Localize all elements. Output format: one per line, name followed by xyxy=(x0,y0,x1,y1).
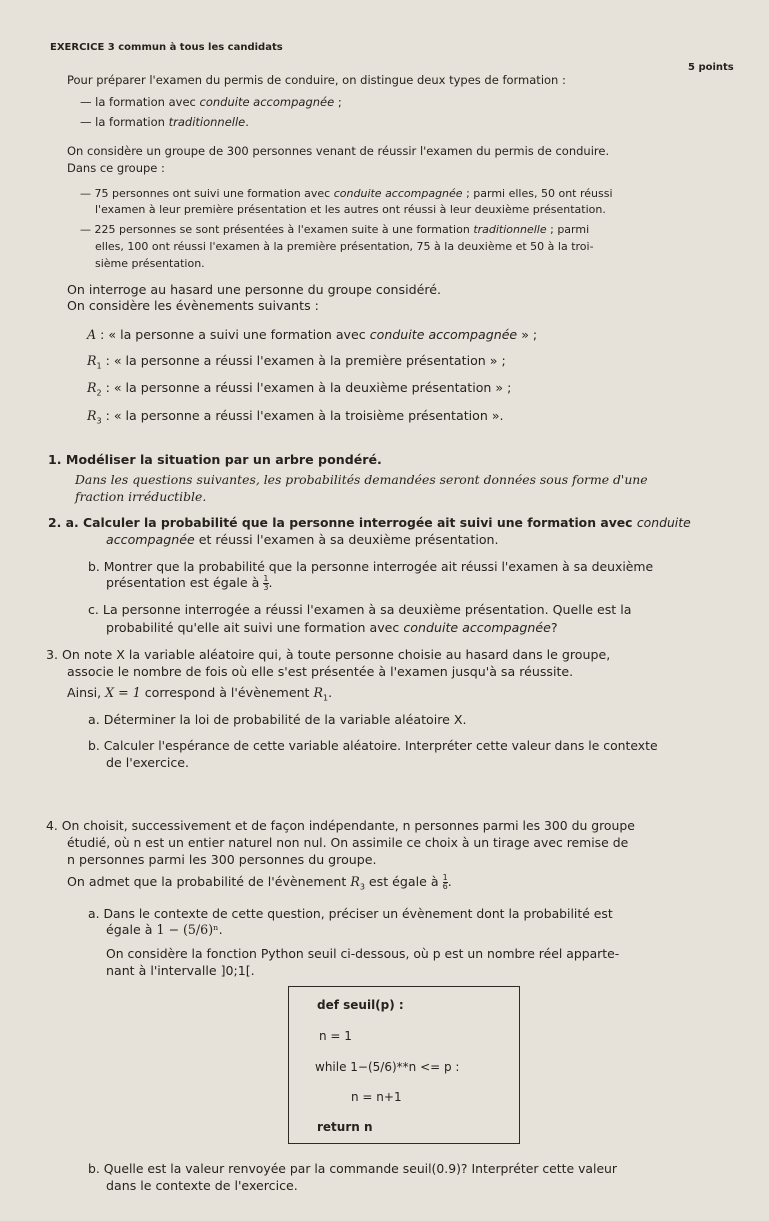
question-4a-line-1: a. Dans le contexte de cette question, préciser un évènement dont la probabilité est xyxy=(88,906,613,921)
group-item-2-line-2: elles, 100 ont réussi l'examen à la première présentation, 75 à la deuxième et 50 à la troi- xyxy=(95,240,594,253)
question-4-line-2: étudié, où n est un entier naturel non nul. On assimile ce choix à un tirage avec remise de xyxy=(67,835,629,850)
question-2a-line-2: accompagnée et réussi l'examen à sa deuxième présentation. xyxy=(106,532,499,547)
group-line-1: On considère un groupe de 300 personnes venant de réussir l'examen du permis de conduire. xyxy=(67,144,610,158)
points-label: 5 points xyxy=(688,62,734,73)
question-2c-line-1: c. La personne interrogée a réussi l'examen à sa deuxième présentation. Quelle est la xyxy=(88,602,632,617)
question-3-line-3: Ainsi, X = 1 correspond à l'évènement $R_1$. xyxy=(67,685,333,703)
event-A: A : « la personne a suivi une formation avec conduite accompagnée » ; xyxy=(87,327,538,342)
event-R2: $R_2$ : « la personne a réussi l'examen à la deuxième présentation » ; xyxy=(87,380,512,398)
code-line-def: def seuil(p) : xyxy=(317,998,404,1012)
question-4a-line-3: On considère la fonction Python seuil ci-dessous, où p est un nombre réel apparte- xyxy=(106,946,620,961)
code-line-increment: n = n+1 xyxy=(351,1090,402,1104)
question-1-note-line-1: Dans les questions suivantes, les probabilités demandées seront données sous forme d'une xyxy=(75,472,648,487)
question-2b-line-1: b. Montrer que la probabilité que la personne interrogée ait réussi l'examen à sa deuxième xyxy=(88,559,654,574)
fraction-one-third: $\frac{1}{3}$ xyxy=(263,574,269,592)
intro-bullet-1: — la formation avec conduite accompagnée ; xyxy=(80,95,342,109)
question-2b-line-2: présentation est égale à $\frac{1}{3}$ . xyxy=(106,574,273,592)
code-line-init: n = 1 xyxy=(319,1029,352,1043)
question-4b-line-1: b. Quelle est la valeur renvoyée par la commande seuil(0.9)? Interpréter cette valeur xyxy=(88,1161,618,1176)
group-item-1-line-2: l'examen à leur première présentation et les autres ont réussi à leur deuxième présentation. xyxy=(95,203,606,216)
random-choice-line: On interroge au hasard une personne du groupe considéré. xyxy=(67,282,441,297)
question-4-line-1: 4. On choisit, successivement et de façon indépendante, n personnes parmi les 300 du groupe xyxy=(46,818,635,833)
group-item-2-line-1: — 225 personnes se sont présentées à l'examen suite à une formation traditionnelle ; parmi xyxy=(80,223,590,236)
question-3b-line-2: de l'exercice. xyxy=(106,755,190,770)
intro-line: Pour préparer l'examen du permis de conduire, on distingue deux types de formation : xyxy=(67,73,566,87)
fraction-one-sixth: $\frac{1}{6}$ xyxy=(442,873,448,891)
question-4-line-3: n personnes parmi les 300 personnes du groupe. xyxy=(67,852,377,867)
question-4b-line-2: dans le contexte de l'exercice. xyxy=(106,1178,298,1193)
group-item-1-line-1: — 75 personnes ont suivi une formation avec conduite accompagnée ; parmi elles, 50 ont réussi xyxy=(80,187,613,200)
code-line-while: while 1−(5/6)**n <= p : xyxy=(315,1060,460,1074)
python-code-box xyxy=(288,986,520,1144)
question-3-line-1: 3. On note X la variable aléatoire qui, à toute personne choisie au hasard dans le groupe, xyxy=(46,647,611,662)
intro-bullet-2: — la formation traditionnelle. xyxy=(80,115,249,129)
question-2c-line-2: probabilité qu'elle ait suivi une formation avec conduite accompagnée? xyxy=(106,620,558,635)
question-4-line-4: On admet que la probabilité de l'évènement $R_3$ est égale à $\frac{1}{6}$ . xyxy=(67,873,452,892)
question-1: 1. Modéliser la situation par un arbre pondéré. xyxy=(48,452,382,467)
question-4a-line-2: égale à 1 − (5/6)ⁿ. xyxy=(106,922,223,937)
group-item-2-line-3: sième présentation. xyxy=(95,257,205,270)
question-3b-line-1: b. Calculer l'espérance de cette variable aléatoire. Interpréter cette valeur dans le contexte xyxy=(88,738,658,753)
question-2a-line-1: 2. a. Calculer la probabilité que la personne interrogée ait suivi une formation avec conduite xyxy=(48,515,691,530)
question-3a: a. Déterminer la loi de probabilité de la variable aléatoire X. xyxy=(88,712,467,727)
event-R3: $R_3$ : « la personne a réussi l'examen à la troisième présentation ». xyxy=(87,408,504,426)
event-R1: $R_1$ : « la personne a réussi l'examen à la première présentation » ; xyxy=(87,353,506,371)
group-line-2: Dans ce groupe : xyxy=(67,161,165,175)
question-1-note-line-2: fraction irréductible. xyxy=(75,489,207,504)
code-line-return: return n xyxy=(317,1120,373,1134)
events-intro-line: On considère les évènements suivants : xyxy=(67,298,319,313)
question-3-line-2: associe le nombre de fois où elle s'est présentée à l'examen jusqu'à sa réussite. xyxy=(67,664,574,679)
exercise-title: EXERCICE 3 commun à tous les candidats xyxy=(50,42,283,53)
question-4a-line-4: nant à l'intervalle ]0;1[. xyxy=(106,963,255,978)
